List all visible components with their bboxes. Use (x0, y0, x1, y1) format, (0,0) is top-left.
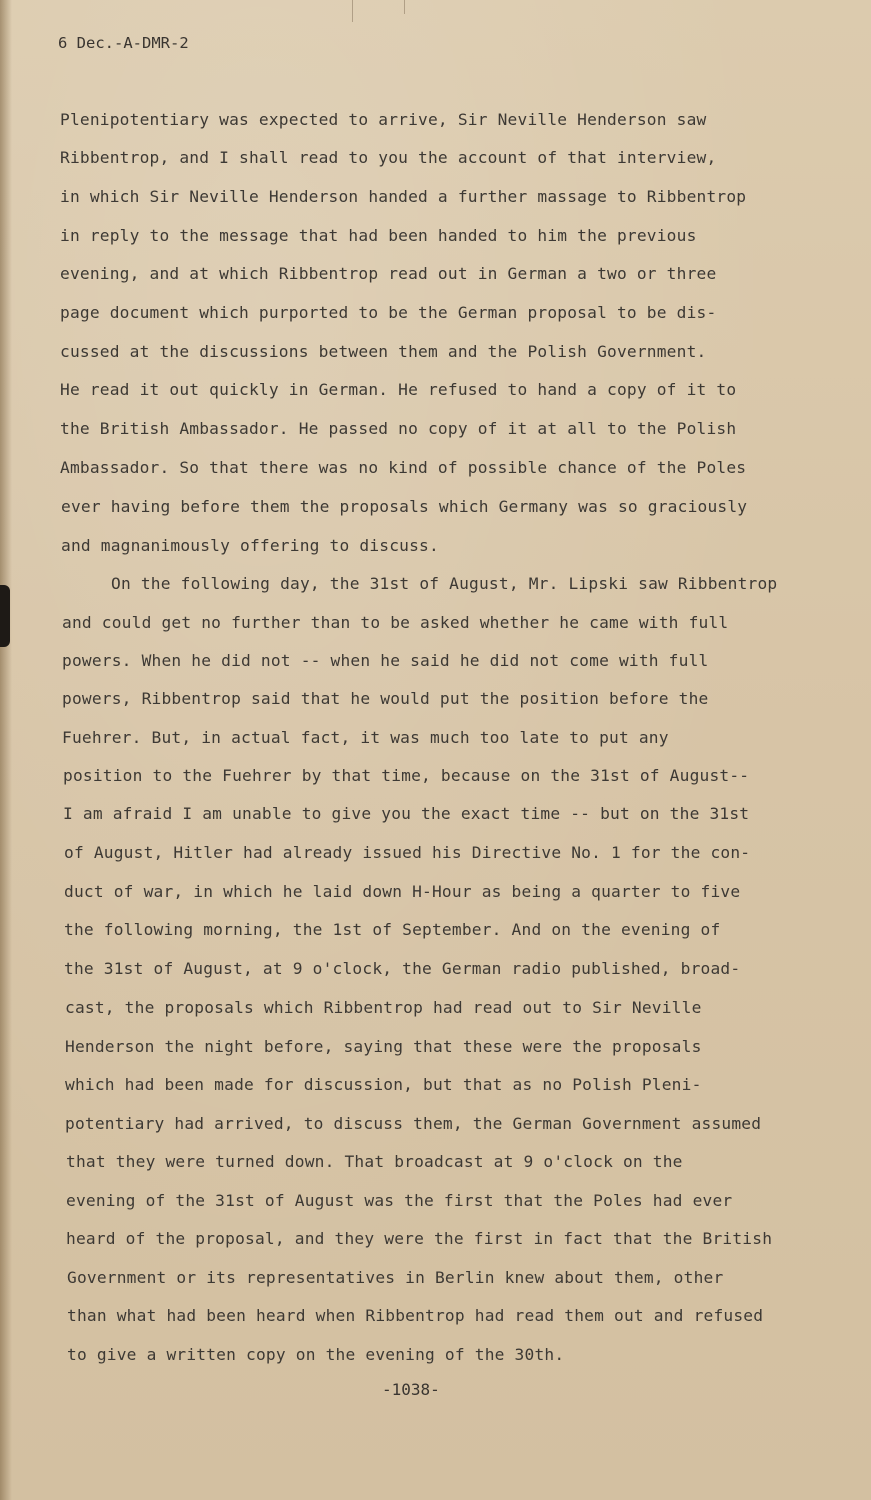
text-line: He read it out quickly in German. He refused to hand a copy of it to (60, 380, 737, 399)
text-line: Fuehrer. But, in actual fact, it was much too late to put any (62, 728, 669, 747)
text-line: the following morning, the 1st of September. And on the evening of (64, 920, 721, 939)
text-line: that they were turned down. That broadcast at 9 o'clock on the (66, 1152, 683, 1171)
document-header: 6 Dec.-A-DMR-2 (58, 34, 189, 52)
text-line: I am afraid I am unable to give you the exact time -- but on the 31st (63, 804, 750, 823)
text-line: Government or its representatives in Berlin knew about them, other (67, 1268, 724, 1287)
text-line: page document which purported to be the German proposal to be dis- (60, 303, 717, 322)
binding-hole-mark (0, 585, 10, 647)
text-line: evening, and at which Ribbentrop read out in German a two or three (60, 264, 717, 283)
text-line: powers. When he did not -- when he said he did not come with full (62, 651, 709, 670)
text-line: than what had been heard when Ribbentrop had read them out and refused (67, 1306, 764, 1325)
text-line: Plenipotentiary was expected to arrive, Sir Neville Henderson saw (60, 110, 707, 129)
text-line: in reply to the message that had been handed to him the previous (60, 226, 697, 245)
text-line: to give a written copy on the evening of the 30th. (67, 1345, 565, 1364)
fold-mark (404, 0, 405, 14)
text-line: in which Sir Neville Henderson handed a further massage to Ribbentrop (60, 187, 747, 206)
text-line: position to the Fuehrer by that time, because on the 31st of August-- (63, 766, 750, 785)
text-line: powers, Ribbentrop said that he would put the position before the (62, 689, 709, 708)
text-line: Ambassador. So that there was no kind of possible chance of the Poles (60, 458, 747, 477)
text-line: evening of the 31st of August was the first that the Poles had ever (66, 1191, 733, 1210)
text-line: which had been made for discussion, but that as no Polish Pleni- (65, 1075, 702, 1094)
text-line: of August, Hitler had already issued his Directive No. 1 for the con- (64, 843, 751, 862)
page-left-edge (0, 0, 12, 1500)
text-line: the British Ambassador. He passed no copy of it at all to the Polish (60, 419, 737, 438)
text-line: the 31st of August, at 9 o'clock, the German radio published, broad- (64, 959, 741, 978)
text-line: duct of war, in which he laid down H-Hour as being a quarter to five (64, 882, 741, 901)
text-line: cussed at the discussions between them and the Polish Government. (60, 342, 707, 361)
text-line: and could get no further than to be asked whether he came with full (62, 613, 729, 632)
text-line: potentiary had arrived, to discuss them, the German Government assumed (65, 1114, 762, 1133)
text-line: and magnanimously offering to discuss. (61, 536, 439, 555)
text-line: Ribbentrop, and I shall read to you the account of that interview, (60, 148, 717, 167)
text-line: ever having before them the proposals which Germany was so graciously (61, 497, 748, 516)
fold-mark (352, 0, 353, 22)
text-line: Henderson the night before, saying that these were the proposals (65, 1037, 702, 1056)
page-number: -1038- (382, 1380, 440, 1399)
text-line: cast, the proposals which Ribbentrop had read out to Sir Neville (65, 998, 702, 1017)
text-line: heard of the proposal, and they were the first in fact that the British (66, 1229, 773, 1248)
text-line: On the following day, the 31st of August, Mr. Lipski saw Ribbentrop (111, 574, 778, 593)
